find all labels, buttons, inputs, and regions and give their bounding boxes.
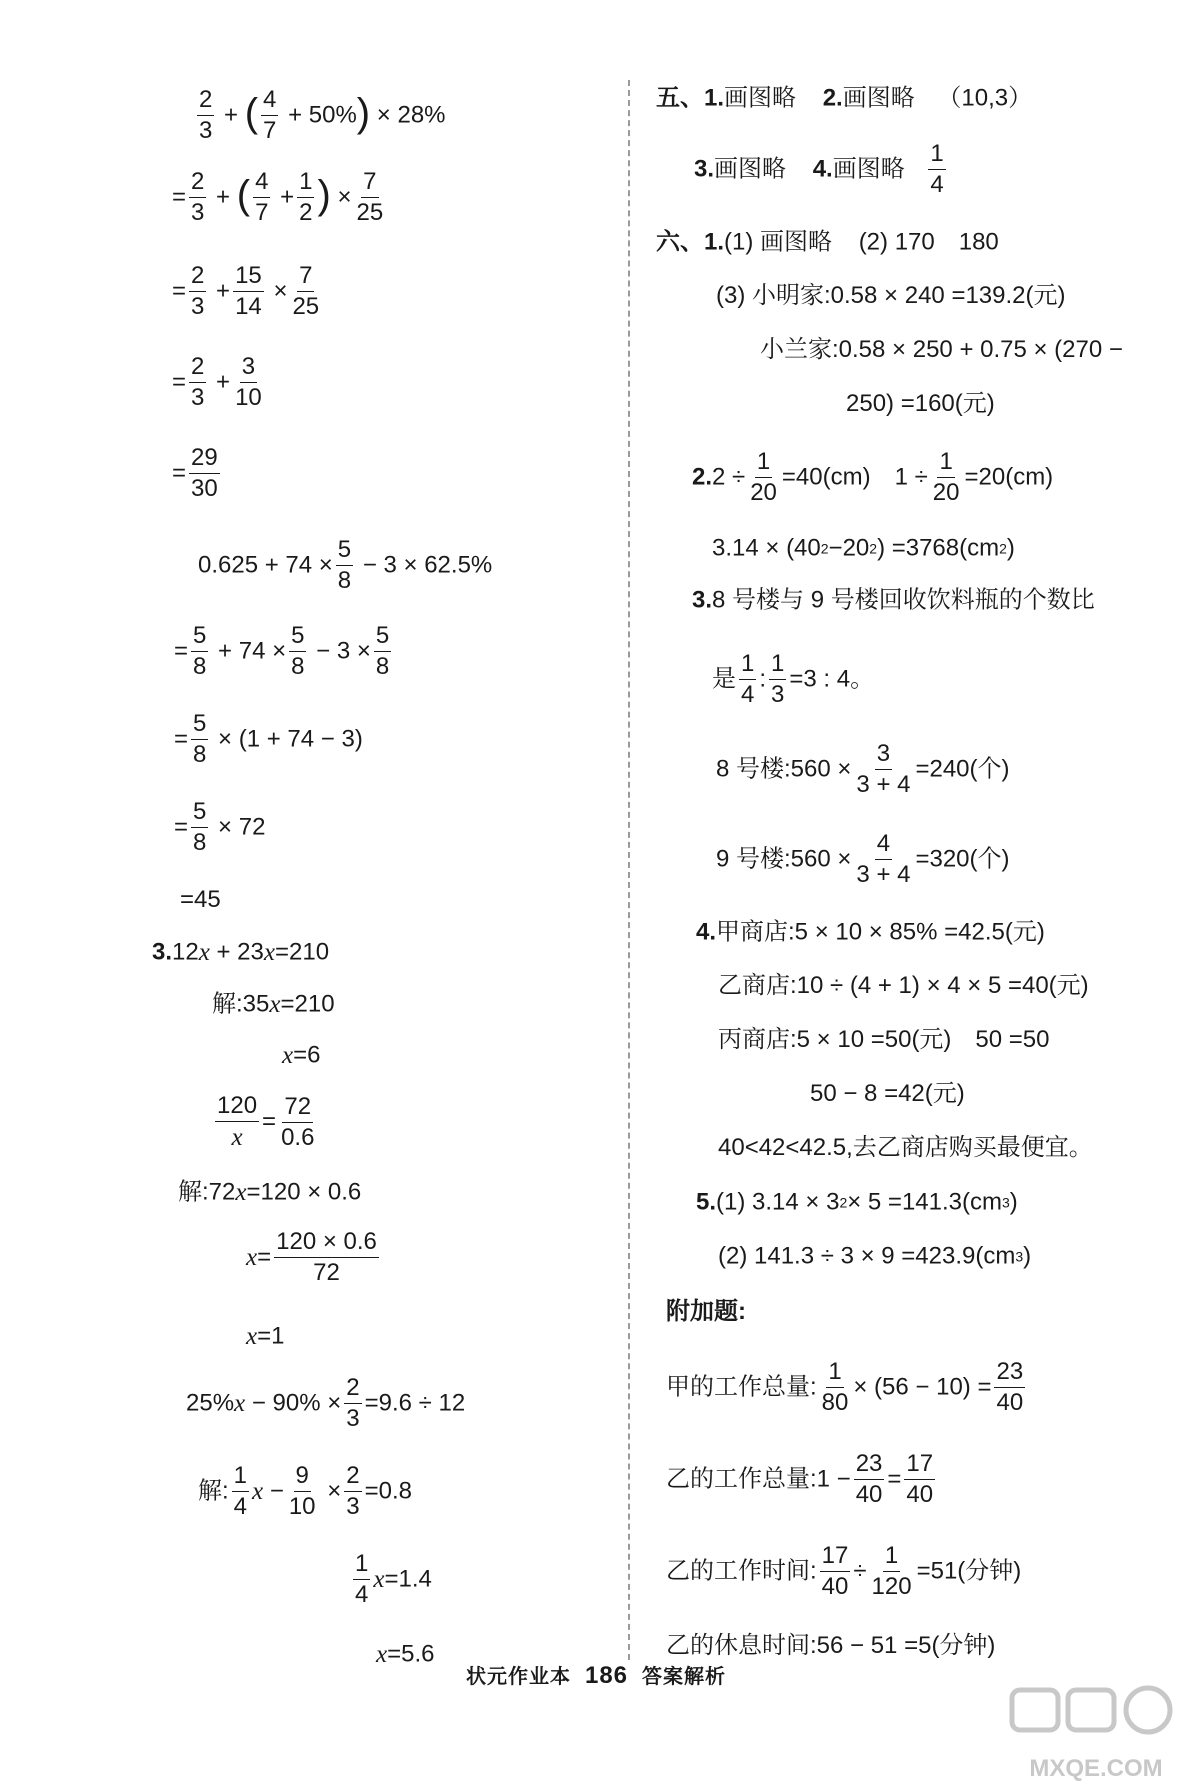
footer-book-title: 状元作业本 bbox=[465, 1666, 571, 1688]
expr1-line4: = $\frac{2}{3}$ + $\frac{3}{10}$ bbox=[172, 353, 262, 411]
extra-line1: 甲的工作总量: $\frac{1}{80}$ × (56 − 10) = $\frac{23}{40}$ bbox=[666, 1358, 1024, 1416]
fraction: $\frac{2}{3}$ bbox=[199, 86, 213, 144]
q4-line5: 40<42<42.5,去乙商店购买最便宜。 bbox=[718, 1134, 1093, 1161]
q3-line7: x=1 bbox=[246, 1322, 285, 1351]
expr1-line3: = $\frac{2}{3}$ + $\frac{15}{14}$ × $\frac{7}{25}$ bbox=[172, 262, 320, 320]
q3-line3: x=6 bbox=[282, 1041, 321, 1070]
q3r-line1: 3.8 号楼与 9 号楼回收饮料瓶的个数比 bbox=[692, 586, 1095, 614]
q3-line4: $\frac{120}{x}$ = $\frac{72}{0.6}$ bbox=[217, 1092, 315, 1151]
watermark-logo-icon bbox=[992, 1672, 1192, 1792]
q4-line1: 4.甲商店:5 × 10 × 85% =42.5(元) bbox=[696, 918, 1045, 946]
q3r-line2: 是 $\frac{1}{4}$ : $\frac{1}{3}$ =3 : 4。 bbox=[712, 650, 875, 708]
q3-line8: 25%x − 90% × $\frac{2}{3}$ =9.6 ÷ 12 bbox=[186, 1374, 466, 1432]
q3-line6: x= $\frac{120 \times 0.6}{72}$ bbox=[246, 1228, 377, 1286]
expr2-line2: = $\frac{5}{8}$ + 74 × $\frac{5}{8}$ − 3 × $\frac{5}{8}$ bbox=[174, 622, 390, 680]
fraction: $\frac{4}{7}$ bbox=[263, 86, 277, 144]
section6-line2: (3) 小明家:0.58 × 240 =139.2(元) bbox=[716, 282, 1066, 309]
q3-line5: 解:72x=120 × 0.6 bbox=[178, 1178, 362, 1207]
q3-line11: x=5.6 bbox=[376, 1640, 435, 1669]
expr1-line2: = $\frac{2}{3}$ + ( $\frac{4}{7}$ + $\frac{1}{2}$ ) × $\frac{7}{25}$ bbox=[172, 168, 384, 226]
q4-line2: 乙商店:10 ÷ (4 + 1) × 4 × 5 =40(元) bbox=[718, 972, 1089, 999]
q3-line2: 解:35x=210 bbox=[212, 990, 335, 1019]
svg-text:MXQE.COM: MXQE.COM bbox=[1029, 1755, 1163, 1782]
q2-line1: 2.2 ÷ $\frac{1}{20}$ =40(cm) 1 ÷ $\frac{1}{20}$ =20(cm) bbox=[692, 448, 1054, 506]
section6-line1: 六、1.(1) 画图略 (2) 170 180 bbox=[656, 228, 999, 256]
q3r-line4: 9 号楼:560 × $\frac{4}{3 + 4}$ =320(个) bbox=[716, 830, 1010, 888]
column-divider bbox=[628, 80, 630, 1660]
footer-section: 答案解析 bbox=[642, 1666, 727, 1688]
expr2-line1: 0.625 + 74 × $\frac{5}{8}$ − 3 × 62.5% bbox=[198, 536, 493, 594]
expr1-line1: $\frac{2}{3}$ + ( $\frac{4}{7}$ + 50%) × 28% bbox=[199, 86, 446, 144]
q2-line2: 3.14 × (402−202) =3768(cm2) bbox=[712, 534, 1015, 562]
extra-line3: 乙的工作时间: $\frac{17}{40}$ ÷ $\frac{1}{120}$ =51(分钟) bbox=[666, 1542, 1022, 1600]
extra-line4: 乙的休息时间:56 − 51 =5(分钟) bbox=[666, 1632, 996, 1659]
extra-title: 附加题: bbox=[666, 1298, 746, 1325]
q3r-line3: 8 号楼:560 × $\frac{3}{3 + 4}$ =240(个) bbox=[716, 740, 1010, 798]
expr2-line4: = $\frac{5}{8}$ × 72 bbox=[174, 798, 266, 856]
q4-line4: 50 − 8 =42(元) bbox=[810, 1080, 965, 1107]
expr2-line3: = $\frac{5}{8}$ × (1 + 74 − 3) bbox=[174, 710, 363, 768]
q3-line1: 3.12x + 23x=210 bbox=[152, 938, 330, 967]
q3-line9: 解: $\frac{1}{4}$ x − $\frac{9}{10}$ × $\frac{2}{3}$ =0.8 bbox=[198, 1462, 412, 1520]
section6-line3: 小兰家:0.58 × 250 + 0.75 × (270 − bbox=[760, 336, 1123, 363]
q3-line10: $\frac{1}{4}$ x=1.4 bbox=[355, 1550, 432, 1608]
section5-line2: 3.画图略 4.画图略 $\frac{1}{4}$ bbox=[694, 140, 944, 198]
section5-line1: 五、1.画图略 2.画图略 （10,3） bbox=[656, 84, 1033, 112]
q4-line3: 丙商店:5 × 10 =50(元) 50 =50 bbox=[718, 1026, 1050, 1053]
q5-line2: (2) 141.3 ÷ 3 × 9 =423.9(cm3) bbox=[718, 1242, 1032, 1270]
section6-line4: 250) =160(元) bbox=[846, 390, 995, 417]
q5-line1: 5.(1) 3.14 × 32× 5 =141.3(cm3) bbox=[696, 1188, 1018, 1216]
expr2-line5: =45 bbox=[180, 886, 221, 913]
page-number: 186 bbox=[584, 1662, 629, 1689]
expr1-line5: = $\frac{29}{30}$ bbox=[172, 444, 218, 502]
extra-line2: 乙的工作总量:1 − $\frac{23}{40}$ = $\frac{17}{40}$ bbox=[666, 1450, 934, 1508]
